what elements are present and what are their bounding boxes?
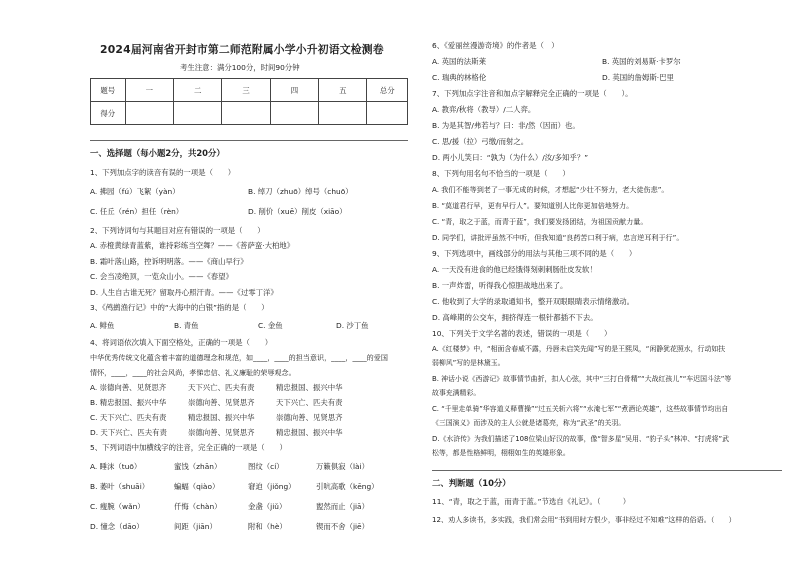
score-table-header-row bbox=[91, 79, 408, 102]
score-cell: 题号 bbox=[91, 79, 126, 102]
q4-option-a-2[interactable]: 天下兴亡、匹夫有责 bbox=[188, 383, 255, 392]
exam-title: 2024届河南省开封市第二师范附属小学小升初语文检测卷 bbox=[100, 43, 384, 56]
score-input-cell[interactable] bbox=[173, 102, 221, 125]
score-cell: 五 bbox=[319, 79, 367, 102]
q2-option-c[interactable]: C. 会当凌绝顶，一览众山小。——《春望》 bbox=[90, 272, 233, 281]
q5-option-b-2[interactable]: 蝙蝠（qiào） bbox=[174, 482, 220, 491]
q8-option-c[interactable]: C. “青，取之于蓝，而青于蓝”，我们要发扬团结，为祖国贡献力量。 bbox=[432, 217, 648, 226]
q4-option-a-3[interactable]: 精忠报国、振兴中华 bbox=[276, 383, 343, 392]
q1-option-d[interactable]: D. 削价（xuē）削皮（xiāo） bbox=[248, 207, 347, 216]
q1-option-b[interactable]: B. 绰刀（zhuō）绰号（chuō） bbox=[248, 187, 353, 196]
q6-option-a[interactable]: A. 英国的法斯莱 bbox=[432, 57, 486, 66]
q3-option-a[interactable]: A. 鲱鱼 bbox=[90, 321, 115, 330]
score-table bbox=[90, 78, 408, 125]
q1-option-a[interactable]: A. 拂园（fú）飞絮（yàn） bbox=[90, 187, 180, 196]
q10-option-a[interactable]: A.《红楼梦》中，“相面含春威不露，丹唇未启笑先闻”写的是王熙凤，“闲静犹花照水，行动如扶 bbox=[432, 345, 726, 353]
q5-option-b-1[interactable]: B. 萎叶（shuāi） bbox=[90, 482, 150, 491]
exam-notice: 考生注意：满分100分，时间90分钟 bbox=[180, 63, 300, 72]
q8-stem: 8、下列句用名句不恰当的一项是（ ） bbox=[432, 169, 570, 178]
q8-option-d[interactable]: D. 同学们，讲批评虽然不中听，但我知道“良药苦口利于病，忠言逆耳利于行”。 bbox=[432, 233, 684, 242]
q10-option-c[interactable]: C. “千里走单骑”华容道义释曹操”“过五关斩六将”“水淹七军”“煮酒论英雄”，这些故事情节均出自 bbox=[432, 405, 729, 413]
q5-option-a-2[interactable]: 蜜饯（zhān） bbox=[174, 462, 222, 471]
score-table-score-row bbox=[91, 102, 408, 125]
q12-statement[interactable]: 12、劝人多读书，多实践，我们常会用“书到用时方恨少，事非经过不知难”这样的俗语。（ ） bbox=[432, 515, 736, 524]
q10-option-c-cont: 《三国演义》而涉及的主人公就是诸葛亮，称为“武圣”的关羽。 bbox=[432, 419, 626, 427]
q5-option-d-1[interactable]: D. 憧念（dāo） bbox=[90, 522, 144, 531]
q8-option-a[interactable]: A. 我们不能等到老了一事无成的时候，才想起“少壮不努力，老大徒伤悲”。 bbox=[432, 185, 669, 194]
q10-option-a-cont: 弱柳风”写的是林黛玉。 bbox=[432, 359, 505, 367]
q9-stem: 9、下列选项中，画线部分的用法与其他三项不同的是（ ） bbox=[432, 249, 637, 258]
q6-option-d[interactable]: D. 英国的詹姆斯·巴里 bbox=[602, 73, 674, 82]
score-cell: 一 bbox=[125, 79, 173, 102]
q5-stem: 5、下列词语中加横线字的注音，完全正确的一项是（ ） bbox=[90, 443, 287, 452]
q6-option-c[interactable]: C. 瑞典的林格伦 bbox=[432, 73, 487, 82]
q7-option-c[interactable]: C. 思/援（拉）弓缴/而射之。 bbox=[432, 137, 529, 146]
divider bbox=[90, 140, 408, 141]
q4-option-d-2[interactable]: 崇德向善、见贤思齐 bbox=[188, 428, 255, 437]
q2-option-a[interactable]: A. 赤橙黄绿青蓝紫，谁持彩练当空舞？——《菩萨蛮·大柏地》 bbox=[90, 241, 295, 250]
divider bbox=[432, 470, 782, 471]
score-input-cell[interactable] bbox=[319, 102, 367, 125]
q5-option-c-4[interactable]: 盥然而止（jiā） bbox=[316, 502, 369, 511]
q5-option-d-4[interactable]: 锲而不舍（jiē） bbox=[316, 522, 369, 531]
q5-option-a-3[interactable]: 图纹（cí） bbox=[248, 462, 284, 471]
q3-option-d[interactable]: D. 沙丁鱼 bbox=[336, 321, 369, 330]
q9-option-b[interactable]: B. 一声炸雷，听得我心惊胆战地出来了。 bbox=[432, 281, 568, 290]
q10-stem: 10、下列关于文学名著的表述，错误的一项是（ ） bbox=[432, 329, 612, 338]
q5-option-c-3[interactable]: 金盏（jiǔ） bbox=[248, 502, 287, 511]
q10-option-d-cont: 松等，都是性格鲜明，栩栩如生的英雄形象。 bbox=[432, 449, 570, 457]
q4-option-b-3[interactable]: 天下兴亡、匹夫有责 bbox=[276, 398, 343, 407]
q2-option-b[interactable]: B. 霜叶落山路，控诉明明落。——《商山早行》 bbox=[90, 257, 248, 266]
q4-option-a-1[interactable]: A. 崇德向善、见贤思齐 bbox=[90, 383, 167, 392]
q3-stem: 3、《鸬鹚渔行记》中的“大海中的白银”指的是（ ） bbox=[90, 303, 269, 312]
q7-stem: 7、下列加点字注音和加点字解释完全正确的一项是（ ）。 bbox=[432, 89, 633, 98]
score-cell: 二 bbox=[173, 79, 221, 102]
q1-stem: 1、下列加点字的读音有误的一项是（ ） bbox=[90, 168, 236, 177]
q1-option-c[interactable]: C. 任丘（rén）担任（rèn） bbox=[90, 207, 184, 216]
q5-option-a-1[interactable]: A. 睡沫（tuō） bbox=[90, 462, 142, 471]
score-cell: 三 bbox=[222, 79, 270, 102]
score-cell: 四 bbox=[270, 79, 318, 102]
section-1-title: 一、选择题（每小题2分，共20分） bbox=[90, 148, 225, 158]
q4-option-c-2[interactable]: 精忠报国、振兴中华 bbox=[188, 413, 255, 422]
q4-passage-line2: 情怀，____，____的社会风尚，孝悌忠信、礼义廉耻的荣辱观念。 bbox=[90, 368, 296, 377]
q4-option-b-1[interactable]: B. 精忠报国、振兴中华 bbox=[90, 398, 167, 407]
q5-option-c-1[interactable]: C. 瘦腕（wǎn） bbox=[90, 502, 145, 511]
q10-option-b-cont: 故事充满精彩。 bbox=[432, 389, 481, 397]
q5-option-b-4[interactable]: 引吭高歌（kēng） bbox=[316, 482, 379, 491]
q5-option-d-3[interactable]: 附和（hè） bbox=[248, 522, 287, 531]
score-input-cell[interactable] bbox=[367, 102, 408, 125]
q10-option-b[interactable]: B. 神话小说《西游记》故事情节曲折，扣人心弦，其中“三打白骨精”“大战红孩儿”“车迟国斗法”等 bbox=[432, 375, 732, 383]
q3-option-c[interactable]: C. 金鱼 bbox=[258, 321, 283, 330]
q4-passage-line1: 中华优秀传统文化蕴含着丰富的道德理念和规范，如____，____的担当意识，____，____的爱国 bbox=[90, 353, 388, 362]
q5-option-b-3[interactable]: 窘迫（jiǒng） bbox=[248, 482, 296, 491]
q3-option-b[interactable]: B. 青鱼 bbox=[174, 321, 199, 330]
section-2-title: 二、判断题（10分） bbox=[432, 478, 511, 488]
q2-option-d[interactable]: D. 人生自古谁无死？留取丹心照汗青。——《过零丁洋》 bbox=[90, 288, 278, 297]
q8-option-b[interactable]: B. “莫道君行早，更有早行人”。要知道别人比你更加倍地努力。 bbox=[432, 201, 634, 210]
q10-option-d[interactable]: D.《水浒传》为我们描述了108位梁山好汉的故事，像“智多星”吴用、“豹子头”林冲、“打虎将”武 bbox=[432, 435, 730, 443]
q6-option-b[interactable]: B. 英国的刘易斯·卡罗尔 bbox=[602, 57, 681, 66]
q4-option-d-3[interactable]: 精忠报国、振兴中华 bbox=[276, 428, 343, 437]
q4-option-d-1[interactable]: D. 天下兴亡、匹夫有责 bbox=[90, 428, 167, 437]
score-cell: 总分 bbox=[367, 79, 408, 102]
q11-statement[interactable]: 11、“青，取之于蓝，而青于蓝。”节选自《礼记》。（ ） bbox=[432, 497, 631, 506]
score-row-label: 得分 bbox=[91, 102, 126, 125]
q7-option-b[interactable]: B. 为是其智/弗若与？曰：非/然（因而）也。 bbox=[432, 121, 580, 130]
score-input-cell[interactable] bbox=[270, 102, 318, 125]
q9-option-c[interactable]: C. 他收到了大学的录取通知书，整开双眼眼睛表示情绪激动。 bbox=[432, 297, 635, 306]
q5-option-c-2[interactable]: 仟悔（chàn） bbox=[174, 502, 222, 511]
q6-stem: 6、《爱丽丝漫游奇境》的作者是（ ） bbox=[432, 41, 559, 50]
q4-stem: 4、将词语依次填入下面空格处，正确的一项是（ ） bbox=[90, 338, 273, 347]
q7-option-d[interactable]: D. 两小儿笑曰：“孰为（为什么）/汝/多知乎？” bbox=[432, 153, 589, 162]
score-input-cell[interactable] bbox=[222, 102, 270, 125]
q2-stem: 2、下列诗词句与其题目对应有错误的一项是（ ） bbox=[90, 226, 265, 235]
q4-option-c-3[interactable]: 崇德向善、见贤思齐 bbox=[276, 413, 343, 422]
q4-option-c-1[interactable]: C. 天下兴亡、匹夫有责 bbox=[90, 413, 167, 422]
score-input-cell[interactable] bbox=[125, 102, 173, 125]
q4-option-b-2[interactable]: 崇德向善、见贤思齐 bbox=[188, 398, 255, 407]
q9-option-a[interactable]: A. 一天没有进食的他已经饿得刻刺刺肠肚皮发软！ bbox=[432, 265, 597, 274]
q5-option-d-2[interactable]: 间距（jiān） bbox=[174, 522, 217, 531]
q5-option-a-4[interactable]: 万籁俱寂（lài） bbox=[316, 462, 369, 471]
q9-option-d[interactable]: D. 高峰期的公交车，拥挤得连一根针都插不下去。 bbox=[432, 313, 598, 322]
q7-option-a[interactable]: A. 教弈/秋将（教导）/二人弈。 bbox=[432, 105, 536, 114]
